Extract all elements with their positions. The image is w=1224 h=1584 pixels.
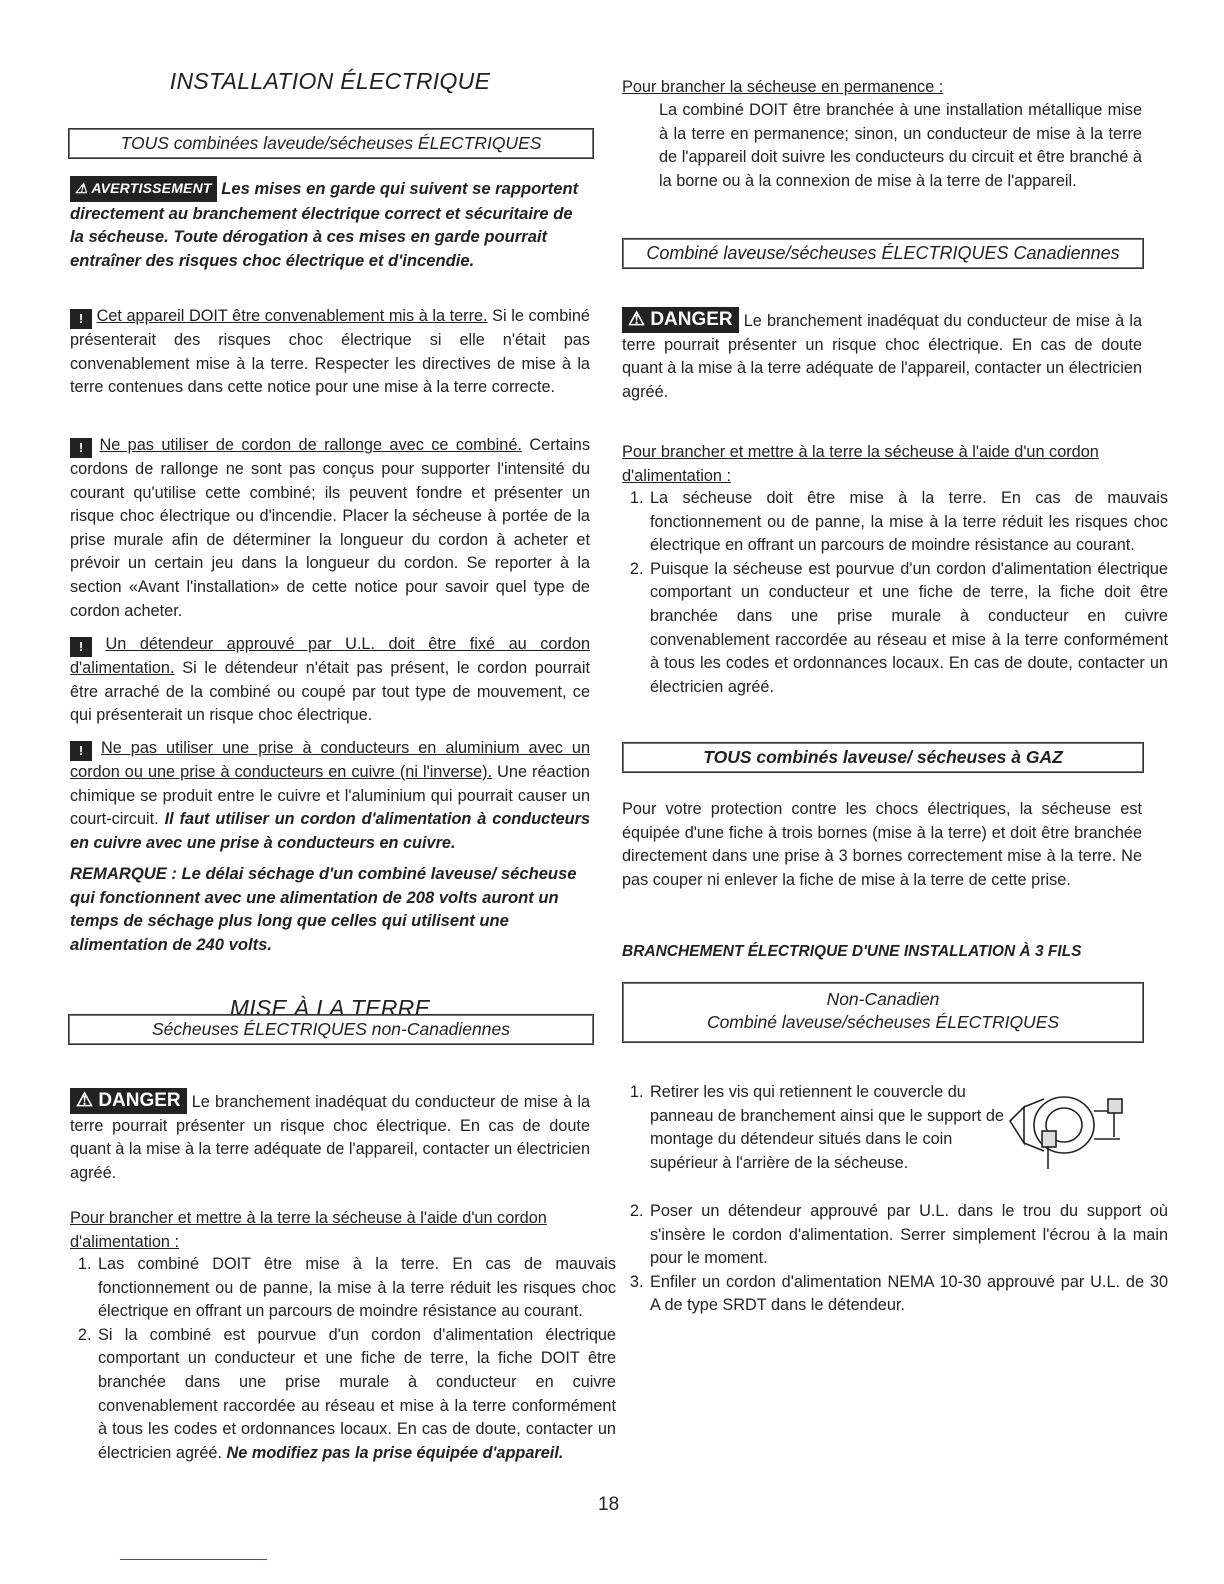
- warning-strain-relief: [70, 633, 590, 728]
- three-wire-heading: BRANCHEMENT ÉLECTRIQUE D'UNE INSTALLATION À 3 FILS: [622, 943, 1082, 960]
- danger-paragraph: [70, 1088, 590, 1185]
- list-item: 1. Retirer les vis qui retiennent le couvercle du panneau de branchement ainsi que le support de montage du détendeur situés dans le coin supérieur à l'arrière de la sécheuse.: [648, 1081, 1018, 1175]
- box-gas: [622, 742, 1144, 773]
- warning-aluminium-bold: Il faut utiliser un cordon d'alimentation à conducteurs en cuivre avec une prise à conducteurs en cuivre.: [70, 810, 591, 852]
- danger-text: Le branchement inadéquat du conducteur de mise à la terre pourrait présenter un risque choc électrique. En cas de doute quant à la mise à la terre adéquate de l'appareil, contacter un électricien agréé.: [70, 1093, 590, 1182]
- warning-extension: [70, 434, 590, 623]
- cord-steps-list-right: [622, 487, 1168, 699]
- warning-badge: ⚠ AVERTISSEMENT: [70, 176, 217, 202]
- warning-strain-relief-title: Un détendeur approuvé par U.L. doit être fixé au cordon d'alimentation.: [70, 635, 591, 677]
- warning-triangle-icon: !: [70, 741, 92, 761]
- danger-badge: ⚠ DANGER: [622, 307, 739, 333]
- box-canadian-label: Combiné laveuse/sécheuses ÉLECTRIQUES Canadiennes: [646, 243, 1120, 263]
- warning-triangle-icon: !: [70, 309, 92, 329]
- cord-heading: Pour brancher et mettre à la terre la sécheuse à l'aide d'un cordon d'alimentation :: [70, 1209, 547, 1251]
- section-title-grounding: MISE À LA TERRE: [229, 995, 431, 1021]
- warning-triangle-icon: !: [70, 637, 92, 657]
- box-non-canadian: [622, 982, 1144, 1043]
- install-steps-list: [622, 1081, 1018, 1175]
- list-item: 1. Las combiné DOIT être mise à la terre. En cas de mauvais fonctionnement ou de panne, la mise à la terre réduit les risques choc électrique en offrant un parcours de moindre résistance au courant.: [96, 1253, 616, 1324]
- permanent-text: La combiné DOIT être branchée à une installation métallique mise à la terre en permanence; sinon, un conducteur de mise à la terre de l'appareil doit suivre les conducteurs du circuit et être branché à la borne ou à la connexion de mise à la terre de l'appareil.: [659, 101, 1142, 190]
- list-item: 2. Poser un détendeur approuvé par U.L. dans le trou du support où s'insère le cordon d'alimentation. Serrer simplement l'écrou à la main pour le moment.: [648, 1200, 1168, 1271]
- box-gas-label: TOUS combinés laveuse/ sécheuses à GAZ: [703, 747, 1063, 767]
- list-item: 2. Puisque la sécheuse est pourvue d'un cordon d'alimentation électrique comportant un conducteur et une fiche de terre, la fiche doit être branchée dans une prise murale à conducteur en cuivre convenablement raccordée au réseau et mise à la terre conformément à tous les codes et ordonnances locaux. En cas de doute, contacter un électricien agréé.: [648, 558, 1168, 700]
- warning-aluminium: [70, 737, 590, 855]
- box-non-canadian-line1: Non-Canadien: [826, 989, 940, 1009]
- warning-strain-relief-text: Si le détendeur n'était pas présent, le cordon pourrait être arraché de la combiné ou coupé par tout type de mouvement, ce qui présenterait un risque choc électrique.: [70, 659, 591, 725]
- box-all-electric: [68, 128, 594, 159]
- footer-link-line: [120, 1559, 267, 1560]
- danger-paragraph-right: [622, 307, 1142, 404]
- warning-triangle-icon: !: [70, 438, 92, 458]
- box-canadian: [622, 238, 1144, 269]
- warning-ground-title: Cet appareil DOIT être convenablement mis à la terre.: [96, 307, 488, 325]
- cord-steps-list: [70, 1253, 616, 1465]
- danger-text: Le branchement inadéquat du conducteur de mise à la terre pourrait présenter un risque choc électrique. En cas de doute quant à la mise à la terre adéquate de l'appareil, contacter un électricien agréé.: [622, 312, 1142, 401]
- warning-aluminium-title: Ne pas utiliser une prise à conducteurs en aluminium avec un cordon ou une prise à conducteurs en cuivre (ni l'inverse).: [70, 739, 591, 781]
- list-item: 3. Enfiler un cordon d'alimentation NEMA 10-30 approuvé par U.L. de 30 A de type SRDT dans le détendeur.: [648, 1271, 1168, 1318]
- cord-heading-right: Pour brancher et mettre à la terre la sécheuse à l'aide d'un cordon d'alimentation :: [622, 443, 1099, 485]
- box-non-canadian-dryers: [68, 1014, 594, 1045]
- warning-ground: [70, 305, 590, 400]
- box-non-canadian-dryers-label: Sécheuses ÉLECTRIQUES non-Canadiennes: [152, 1019, 510, 1039]
- warning-ground-text: Si le combiné présenterait des risques choc électrique si elle n'était pas convenablement mise à la terre. Respecter les directives de mise à la terre contenues dans cette notice pour une mise à la terre correcte.: [70, 307, 590, 397]
- warning-extension-text: Certains cordons de rallonge ne sont pas conçus pour supporter l'intensité du courant qu'utilise cette combiné; ils peuvent fondre et présenter un risque choc électrique ou d'incendie. Placer la sécheuse à portée de la prise murale afin de déterminer la longueur du cordon à acheter et prévoir un certain jeu dans la longueur du cordon. Se reporter à la section «Avant l'installation» de cette notice pour savoir quel type de cordon acheter.: [70, 436, 591, 620]
- warning-text: Les mises en garde qui suivent se rapportent directement au branchement électrique correct et sécuritaire de la sécheuse. Toute dérogation à ces mises en garde pourrait entraîner des risques choc électrique et d'incendie.: [70, 179, 579, 270]
- remark-paragraph: REMARQUE : Le délai séchage d'un combiné laveuse/ sécheuse qui fonctionnent avec une alimentation de 208 volts auront un temps de séchage plus long que celles qui utilisent une alimentation de 240 volts.: [70, 864, 577, 954]
- warning-paragraph: [70, 176, 590, 272]
- list-item: 2. Si la combiné est pourvue d'un cordon d'alimentation électrique comportant un conducteur et une fiche de terre, la fiche DOIT être branchée dans une prise murale à conducteur en cuivre convenablement raccordée au réseau et mise à la terre conformément à tous les codes et ordonnances locaux. En cas de doute, contacter un électricien agréé. Ne modifiez pas la prise équipée d'appareil.: [96, 1324, 616, 1466]
- permanent-heading: Pour brancher la sécheuse en permanence :: [622, 78, 944, 96]
- list-item: 1. La sécheuse doit être mise à la terre. En cas de mauvais fonctionnement ou de panne, la mise à la terre réduit les risques choc électrique en offrant un parcours de moindre résistance au courant.: [648, 487, 1168, 558]
- bold-note: Ne modifiez pas la prise équipée d'appareil.: [226, 1443, 564, 1462]
- page-number: 18: [598, 1494, 620, 1515]
- install-steps-list-cont: [622, 1200, 1168, 1318]
- danger-badge: ⚠ DANGER: [70, 1088, 187, 1114]
- warning-aluminium-text: Une réaction chimique se produit entre le cuivre et l'aluminium qui pourrait causer un court-circuit.: [70, 763, 590, 829]
- strain-relief-clamp-icon: [1004, 1077, 1134, 1177]
- box-non-canadian-line2: Combiné laveuse/sécheuses ÉLECTRIQUES: [706, 1012, 1060, 1032]
- section-title-installation: INSTALLATION ÉLECTRIQUE: [169, 68, 491, 94]
- gas-text: Pour votre protection contre les chocs électriques, la sécheuse est équipée d'une fiche à trois bornes (mise à la terre) et doit être branchée directement dans une prise à 3 bornes correctement mise à la terre. Ne pas couper ni enlever la fiche de mise à la terre de cette prise.: [622, 800, 1142, 889]
- box-all-electric-label: TOUS combinées laveude/sécheuses ÉLECTRIQUES: [120, 133, 542, 153]
- warning-extension-title: Ne pas utiliser de cordon de rallonge avec ce combiné.: [99, 436, 522, 454]
